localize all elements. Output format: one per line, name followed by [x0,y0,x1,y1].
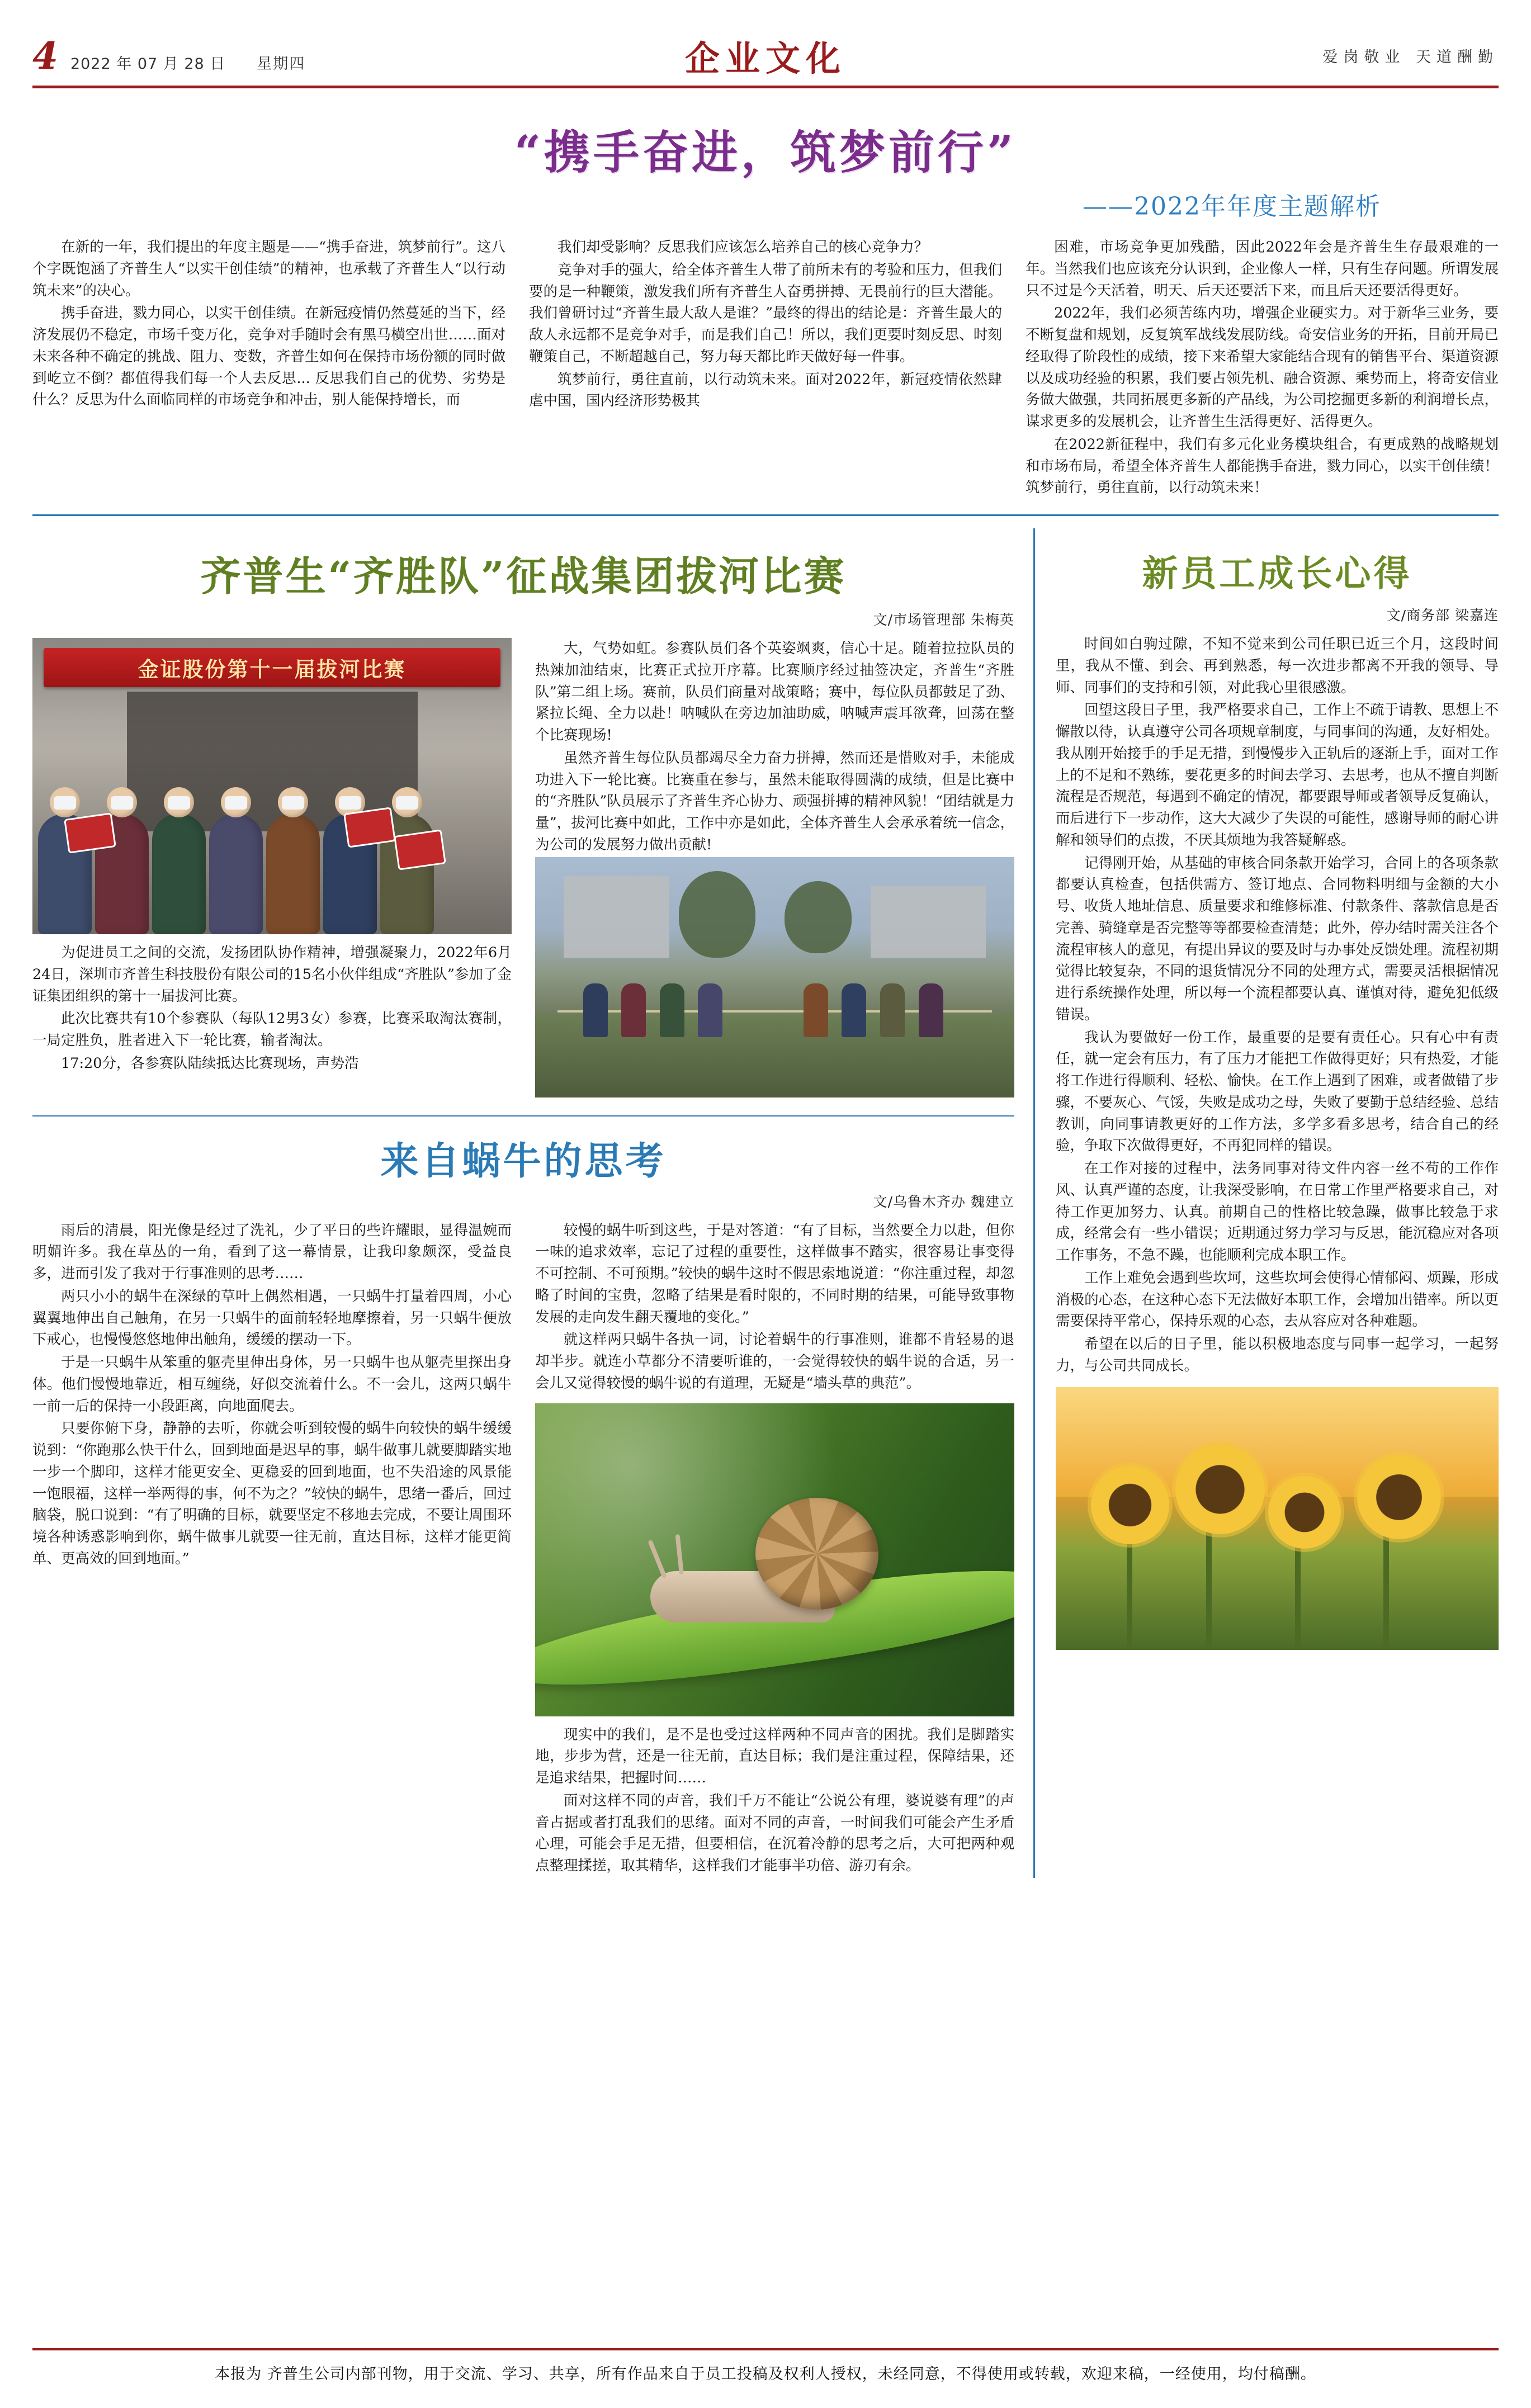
cheer-sign [394,829,446,870]
publication-date: 2022 年 07 月 28 日 [70,55,226,73]
paragraph: 工作上难免会遇到些坎坷，这些坎坷会使得心情郁闷、烦躁，形成消极的心态，在这种心态下无法做好本职工作，会增加出错率。所以更需要保持平常心，保持乐观的心态，去从容应对各种难题。 [1056,1269,1499,1330]
snail-text-right [535,1220,1014,1394]
tugofwar-text-right [535,638,1014,856]
divider-horizontal [32,1115,1014,1117]
paragraph: 筑梦前行，勇往直前，以行动筑未来。面对2022年，新冠疫情依然肆虐中国，国内经济形势极其 [529,371,1002,410]
tugofwar-headline: 齐普生“齐胜队”征战集团拔河比赛 [32,544,1014,602]
newspaper-page [0,26,1531,2408]
page-content [32,88,1499,1878]
newbie-text [1056,633,1499,1377]
snail-column-right [535,1220,1014,1878]
paragraph: 困难，市场竞争更加残酷，因此2022年会是齐普生生存最艰难的一年。当然我们也应该充分认识到，企业像人一样，只有生存问题。所谓发展只不过是今天活着，明天、后天还要活下来，而且后天还要活得更好。 [1026,239,1499,299]
paragraph: 于是一只蜗牛从笨重的躯壳里伸出身体，另一只蜗牛也从躯壳里探出身体。他们慢慢地靠近，相互缠绕，好似交流着什么。不一会儿，这两只蜗牛一前一后的保持一小段距离，向地面爬去。 [32,1354,512,1414]
snail-text-right-2 [535,1724,1014,1877]
paragraph: 只要你俯下身，静静的去听，你就会听到较慢的蜗牛向较快的蜗牛缓缓说到：“你跑那么快干什么，回到地面是迟早的事，蜗牛做事儿就要脚踏实地一步一个脚印，这样才能更安全、更稳妥的回到地面，也不失沿途的风景能一饱眼福，这样一举两得的事，何不为之？”较快的蜗牛，思绪一番后，回过脑袋，脱口说到：“有了明确的目标，就要坚定不移地去完成，不要让周围环境各种诱惑影响到你，蜗牛做事儿就要一往无前，直达目标，这样才能更简单、更高效的回到地面。” [32,1420,512,1567]
sunflower-head [1091,1466,1169,1544]
paragraph: 在2022新征程中，我们有多元化业务模块组合，有更成熟的战略规划和市场布局，希望全体齐普生人都能携手奋进，戮力同心，以实干创佳绩！筑梦前行，勇往直前，以行动筑未来！ [1026,436,1499,496]
photo-banner-text: 金证股份第十一届拔河比赛 [44,648,500,687]
section-title: 企业文化 [684,38,846,79]
snail-column-left [32,1220,512,1878]
masthead [32,26,1499,88]
paragraph: 回望这段日子里，我严格要求自己，工作上不疏于请教、思想上不懈散以待，认真遵守公司各项规章制度，与同事间的沟通，友好相处。我从刚开始接手的手足无措，到慢慢步入正轨后的逐渐上手，面对工作上的不足和不熟练，要花更多的时间去学习、去思考，也从不擅自判断流程是否规范，每遇到不确定的情况，都要跟导师或者领导反复确认，而后进行下一步动作，这大大减少了失误的可能性，感谢导师的耐心讲解和领导们的点拨，不厌其烦地为我答疑解惑。 [1056,702,1499,849]
tugofwar-article [32,544,1014,1105]
publication-weekday: 星期四 [257,55,306,73]
paragraph: 雨后的清晨，阳光像是经过了洗礼，少了平日的些许耀眼，显得温婉而明媚许多。我在草丛的一角，看到了这一幕情景，让我印象颇深，受益良多，进而引发了我对于行事准则的思考…… [32,1222,512,1282]
feature-columns [32,236,1499,500]
paragraph: 在新的一年，我们提出的年度主题是——“携手奋进，筑梦前行”。这八个字既饱涵了齐普生人“以实干创佳绩”的精神，也承载了齐普生人“以行动筑未来”的决心。 [32,239,505,299]
paragraph: 竞争对手的强大，给全体齐普生人带了前所未有的考验和压力，但我们要的是一种鞭策，激发我们所有齐普生人奋勇拼搏、无畏前行的巨大潜能。我们曾研讨过“齐普生最大敌人是谁？”最终的得出的结论是：齐普生最大的敌人永远都不是竞争对手，而是我们自己！所以，我们更要时刻反思、时刻鞭策自己，不断超越自己，努力每天都比昨天做好每一件事。 [529,261,1002,365]
feature-column-1 [32,236,505,500]
mid-band [32,528,1499,1878]
sunflower-head [1175,1445,1265,1534]
crowd-group [32,767,512,934]
tugofwar-column-right [535,638,1014,1105]
paragraph: 在工作对接的过程中，法务同事对待文件内容一丝不苟的工作作风、认真严谨的态度，让我深受影响，在日常工作里严格要求自己，对待工作更加努力、认真。前期自己的性格比较急躁，做事比较急于求成，经常会有一些小错误；近期通过努力学习与反思，能沉稳应对各项工作事务，不急不躁，也能顺利完成本职工作。 [1056,1160,1499,1264]
paragraph: 希望在以后的日子里，能以积极地态度与同事一起学习，一起努力，与公司共同成长。 [1056,1336,1499,1374]
paragraph: 时间如白驹过隙，不知不觉来到公司任职已近三个月，这段时间里，我从不懂、到会、再到熟悉，每一次进步都离不开我的领导、导师、同事们的支持和引领，对此我心里很感激。 [1056,636,1499,696]
paragraph: 为促进员工之间的交流，发扬团队协作精神，增强凝聚力，2022年6月24日，深圳市齐普生科技股份有限公司的15名小伙伴组成“齐胜队”参加了金证集团组织的第十一届拔河比赛。 [32,944,512,1005]
tugofwar-byline: 文/市场管理部 朱梅英 [873,612,1014,628]
paragraph: 17:20分，各参赛队陆续抵达比赛现场，声势浩 [61,1054,359,1072]
cheer-sign [64,812,116,853]
snail-columns [32,1220,1014,1878]
paragraph: 我们却受影响？反思我们应该怎么培养自己的核心竞争力？ [557,239,929,256]
paragraph: 此次比赛共有10个参赛队（每队12男3女）参赛，比赛采取淘汰赛制，一局定胜负，胜者进入下一轮比赛，输者淘汰。 [32,1010,512,1049]
feature-article [32,88,1499,500]
page-number: 4 [32,34,58,78]
newbie-headline: 新员工成长心得 [1142,553,1412,595]
paragraph: 两只小小的蜗牛在深绿的草叶上偶然相遇，一只蜗牛打量着四周，小心翼翼地伸出自己触角，在另一只蜗牛的面前轻轻地摩擦着，另一只蜗牛便放下戒心，也慢慢悠悠地伸出触角，缓缓的摆动一下。 [32,1288,512,1349]
tug-of-war-match-photo [535,857,1014,1097]
newbie-article [1056,545,1499,1650]
snail-headline: 来自蜗牛的思考 [380,1138,667,1184]
snail-on-leaf-photo [535,1403,1014,1716]
snail-byline: 文/乌鲁木齐办 魏建立 [873,1193,1014,1210]
paragraph: 面对这样不同的声音，我们千万不能让“公说公有理，婆说婆有理”的声音占据或者打乱我们的思绪。面对不同的声音，一时间我们可能会产生矛盾心理，可能会手足无措，但要相信，在沉着冷静的思考之后，大可把两种观点整理揉搓，取其精华，这样我们才能事半功倍、游刃有余。 [535,1792,1014,1874]
paragraph: 携手奋进，戮力同心，以实干创佳绩。在新冠疫情仍然蔓延的当下，经济发展仍不稳定，市场千变万化，竞争对手随时会有黑马横空出世……面对未来各种不确定的挑战、阻力、变数，齐普生如何在保持市场份额的同时做到屹立不倒？都值得我们每一个人去反思... 反思我们自己的优势、劣势是什么？反思为什么面临同样的市场竞争和冲击，别人能保持增长，而 [32,305,505,409]
paragraph: 较慢的蜗牛听到这些，于是对答道：“有了目标，当然要全力以赴，但你一味的追求效率，忘记了过程的重要性，这样做事不踏实，很容易让事变得不可控制、不可预期。”较快的蜗牛这时不假思索地说道：“你注重过程，却忽略了时间的宝贵，忽略了结果是看时限的，不同时期的结果，可能导致事物发展的走向发生翻天覆地的变化。” [535,1222,1014,1326]
paragraph: 现实中的我们，是不是也受过这样两种不同声音的困扰。我们是脚踏实地，步步为营，还是一往无前，直达目标；我们是注重过程，保障结果，还是追求结果，把握时间…… [535,1726,1014,1786]
paragraph: 我认为要做好一份工作，最重要的是要有责任心。只有心中有责任，就一定会有压力，有了压力才能把工作做得更好；只有热爱，才能将工作进行得顺利、轻松、愉快。在工作上遇到了困难，或者做错了步骤，不要灰心、气馁，失败是成功之母，失败了要勤于总结经验、总结教训，向同事请教更好的工作方法，多学多看多思考，结合自己的经验，争取下次做得更好，不再犯同样的错误。 [1056,1029,1499,1155]
sunflowers-photo [1056,1387,1499,1650]
feature-column-2 [529,236,1002,500]
tug-of-war-team-photo [32,638,512,934]
feature-headline: “携手奋进，筑梦前行” [514,126,1017,179]
tugofwar-columns [32,638,1014,1105]
divider-horizontal [32,514,1499,516]
feature-subhead: ——2022年年度主题解析 [1083,192,1381,221]
left-zone [32,528,1033,1878]
feature-column-3 [1026,236,1499,500]
snail-shell-shape [755,1498,878,1610]
snail-text-left [32,1220,512,1570]
sunflower-head [1268,1476,1341,1549]
paragraph: 2022年，我们必须苦练内功，增强企业硬实力。对于新华三业务，要不断复盘和规划，反复筑军战线发展防线。奇安信业务的开拓，目前开局已经取得了阶段性的成绩，接下来希望大家能结合现有的销售平台、渠道资源以及成功经验的积累，我们要占领先机、融合资源、乘势而上，将奇安信业务做大做强，共同拓展更多新的产品线，为公司挖掘更多新的利润增长点，谋求更多的发展机会，让齐普生生活得更好、活得更久。 [1026,305,1499,430]
right-zone [1037,528,1499,1878]
tugofwar-text-left [32,942,512,1075]
sunflower-head [1357,1455,1441,1539]
paragraph: 记得刚开始，从基础的审核合同条款开始学习，合同上的各项条款都要认真检查，包括供需方、签订地点、合同物料明细与金额的大小号、收货人地址信息、质量要求和维修标准、付款条件、落款信息是否完善、骑缝章是否完整等等都要检查清楚；此外，停办结时需关注各个流程审核人的意见，有提出异议的要及时与办事处反馈处理。流程初期觉得比较复杂，不同的退货情况分不同的处理方式，需要灵活根据情况进行系统操作处理，所以每一个流程都要认真、谨慎对待，避免犯低级错误。 [1056,854,1499,1023]
tugofwar-column-left [32,638,512,1105]
snail-article [32,1131,1014,1878]
cheer-sign [343,807,396,848]
masthead-slogan: 爱岗敬业 天道酬勤 [1322,49,1499,66]
newbie-byline: 文/商务部 梁嘉连 [1386,607,1499,623]
paragraph: 虽然齐普生每位队员都竭尽全力奋力拼搏，然而还是惜败对手，未能成功进入下一轮比赛。比赛重在参与，虽然未能取得圆满的成绩，但是比赛中的“齐胜队”队员展示了齐普生齐心协力、顽强拼搏的精神风貌！“团结就是力量”，拔河比赛中如此，工作中亦是如此，全体齐普生人会承承着统一信念，为公司的发展努力做出贡献! [535,749,1014,853]
footer-notice: 本报为 齐普生公司内部刊物，用于交流、学习、共享，所有作品来自于员工投稿及权利人授权，未经同意，不得使用或转载，欢迎来稿，一经使用，均付稿酬。 [32,2348,1499,2383]
paragraph: 大，气势如虹。参赛队员们各个英姿飒爽，信心十足。随着拉拉队员的热辣加油结束，比赛正式拉开序幕。比赛顺序经过抽签决定，齐普生“齐胜队”第二组上场。赛前，队员们商量对战策略；赛中，每位队员都鼓足了劲、紧拉长绳、全力以赴！呐喊队在旁边加油助威，呐喊声震耳欲聋，回荡在整个比赛现场! [535,640,1014,744]
paragraph: 就这样两只蜗牛各执一词，讨论着蜗牛的行事准则，谁都不肯轻易的退却半步。就连小草都分不清要听谁的，一会觉得较快的蜗牛说的合适，另一会儿又觉得较慢的蜗牛说的有道理，无疑是“墙头草的典范”。 [535,1331,1014,1392]
